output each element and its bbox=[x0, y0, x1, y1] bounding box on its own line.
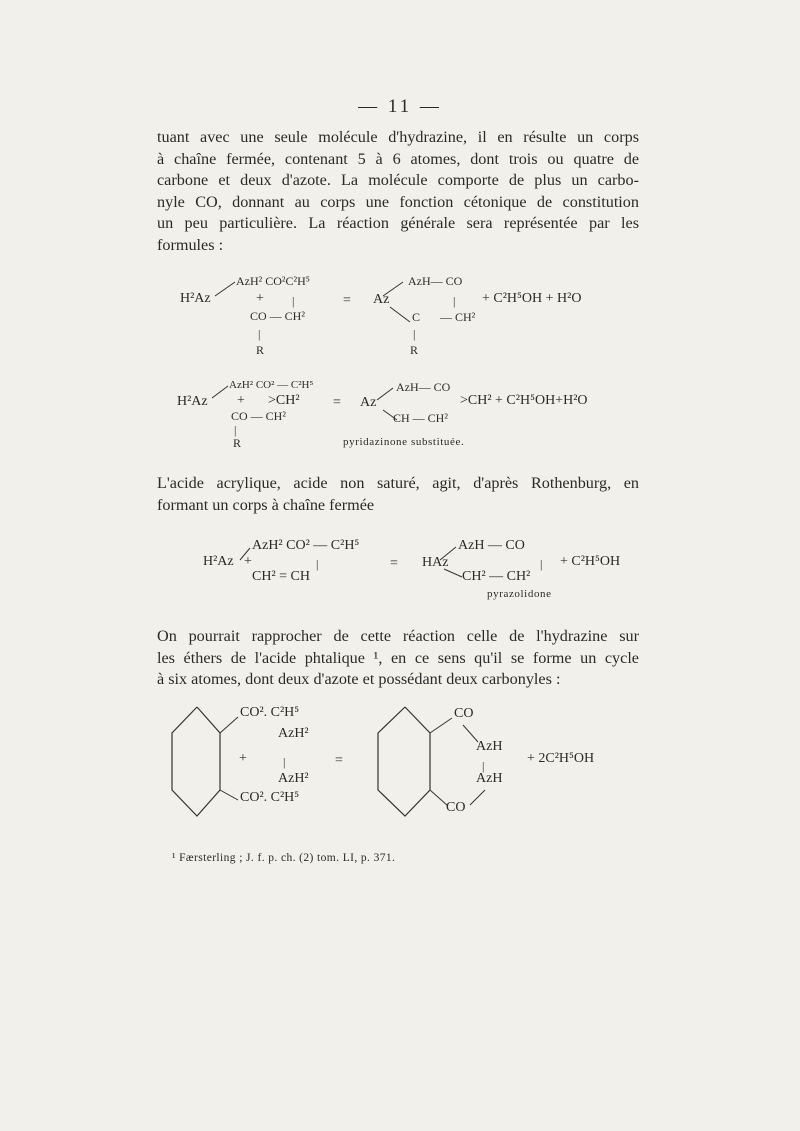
formula-text: = bbox=[343, 293, 351, 308]
page-number-header: — 11 — bbox=[358, 96, 442, 117]
formula-text: CO — CH² bbox=[250, 309, 305, 323]
formula-text: | bbox=[234, 423, 237, 437]
formula-text: AzH² CO² — C²H⁵ bbox=[252, 538, 360, 553]
formula-text: + bbox=[237, 393, 245, 408]
formula-text: = bbox=[335, 753, 343, 768]
formula-text: CO bbox=[446, 800, 466, 815]
footnote: ¹ Færsterling ; J. f. p. ch. (2) tom. LI, p. 371. bbox=[172, 852, 396, 864]
formula-text: CH² — CH² bbox=[462, 569, 531, 584]
formula-text: H²Az bbox=[180, 291, 211, 306]
formula-text: = bbox=[333, 395, 341, 410]
text-line: On pourrait rapprocher de cette réaction celle de l'hydrazine sur bbox=[157, 627, 639, 645]
formula-text: = bbox=[390, 556, 398, 571]
formula-text: Az bbox=[373, 292, 390, 307]
text-line: à six atomes, dont deux d'azote et possédant deux carbonyles : bbox=[157, 670, 561, 688]
formula-text: >CH² bbox=[268, 393, 300, 408]
formula-text: | bbox=[316, 557, 319, 571]
formula-text: AzH — CO bbox=[458, 538, 525, 553]
formula-caption: pyrazolidone bbox=[487, 588, 552, 600]
formula-text: | bbox=[292, 294, 295, 308]
formula-text: AzH² CO² — C²H⁵ bbox=[229, 379, 314, 391]
formula-text: | bbox=[258, 327, 261, 341]
formula-text: AzH bbox=[476, 739, 503, 754]
formula-text: | bbox=[283, 755, 286, 769]
formula-text: R bbox=[256, 343, 265, 357]
formula-caption: pyridazinone substituée. bbox=[343, 436, 465, 448]
text-line: carbone et deux d'azote. La molécule comporte de plus un carbo- bbox=[157, 171, 639, 189]
formula-text: CH — CH² bbox=[393, 411, 448, 425]
formula-text: CH² = CH bbox=[252, 569, 310, 584]
text-line: à chaîne fermée, contenant 5 à 6 atomes, dont trois ou quatre de bbox=[157, 149, 639, 168]
formula-text: AzH² bbox=[278, 726, 309, 741]
formula-text: + bbox=[256, 291, 264, 306]
formula-text: | bbox=[482, 759, 485, 773]
formula-text: CO — CH² bbox=[231, 409, 286, 423]
formula-text: + bbox=[244, 554, 252, 569]
formula-text: + 2C²H⁵OH bbox=[527, 751, 595, 766]
formula-text: | bbox=[540, 557, 543, 571]
formula-text: + bbox=[239, 751, 247, 766]
formula-text: HAz bbox=[422, 555, 449, 570]
formula-text: R bbox=[233, 436, 242, 450]
formula-text: AzH— CO bbox=[396, 380, 451, 394]
formula-text: >CH² + C²H⁵OH+H²O bbox=[460, 393, 588, 408]
formula-text: C bbox=[412, 310, 421, 324]
formula-text: CO². C²H⁵ bbox=[240, 705, 300, 720]
text-line: formant un corps à chaîne fermée bbox=[157, 495, 375, 514]
formula-text: Az bbox=[360, 395, 377, 410]
formula-text: — CH² bbox=[440, 310, 476, 324]
formula-text: AzH² bbox=[278, 771, 309, 786]
text-line: L'acide acrylique, acide non saturé, agit, d'après Rothenburg, en bbox=[157, 474, 639, 492]
text-line: les éthers de l'acide phtalique ¹, en ce sens qu'il se forme un cycle bbox=[157, 648, 639, 667]
formula-text: AzH² CO²C²H⁵ bbox=[236, 274, 310, 288]
text-line: un peu particulière. La réaction générale sera représentée par les bbox=[157, 214, 639, 232]
formula-text: | bbox=[413, 327, 416, 341]
formula-text: + C²H⁵OH bbox=[560, 554, 621, 569]
formula-text: CO bbox=[454, 706, 474, 721]
formula-text: H²Az bbox=[203, 554, 234, 569]
formula-text: R bbox=[410, 343, 419, 357]
text-line: tuant avec une seule molécule d'hydrazine, il en résulte un corps bbox=[157, 128, 639, 146]
formula-text: AzH— CO bbox=[408, 274, 463, 288]
formula-text: CO². C²H⁵ bbox=[240, 790, 300, 805]
formula-text: AzH bbox=[476, 771, 503, 786]
formula-text: | bbox=[453, 294, 456, 308]
text-line: formules : bbox=[157, 235, 224, 254]
text-line: nyle CO, donnant au corps une fonction cétonique de constitution bbox=[157, 192, 639, 211]
formula-text: + C²H⁵OH + H²O bbox=[482, 291, 582, 306]
formula-text: H²Az bbox=[177, 394, 208, 409]
